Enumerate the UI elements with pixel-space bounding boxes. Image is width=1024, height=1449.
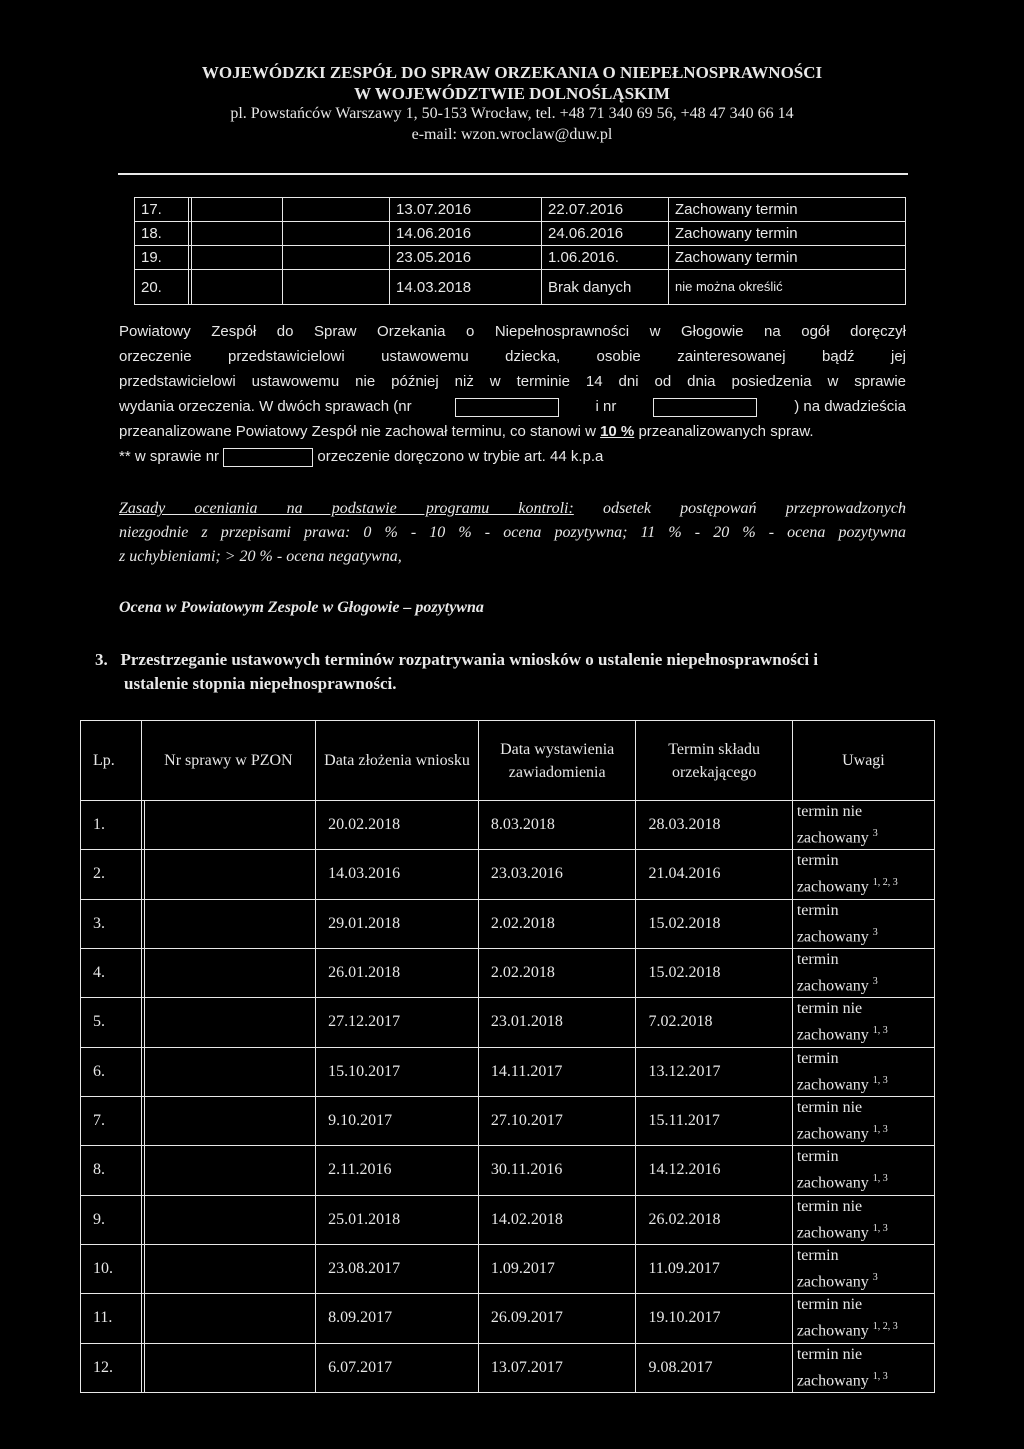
note-cell: Zachowany termin: [669, 222, 906, 246]
note-status: zachowany: [796, 1125, 869, 1143]
rules-line-3: z uchybieniami; > 20 % - ocena negatywna,: [119, 548, 402, 565]
org-name-line1: WOJEWÓDZKI ZESPÓŁ DO SPRAW ORZEKANIA O NIEPEŁNOSPRAWNOŚCI: [201, 63, 823, 82]
para-line-1: Powiatowy Zespół do Spraw Orzekania o Niepełnosprawności w Głogowie na ogół doręczył: [119, 323, 906, 340]
delivery-row: [135, 198, 906, 222]
rules-title: Zasady oceniania na podstawie programu kontroli:: [119, 500, 574, 517]
row-number: 20.: [135, 270, 189, 305]
notes-cell: [792, 899, 934, 948]
redacted-case-cell: [145, 998, 316, 1047]
para-line-4c: ) na dwadzieścia: [794, 398, 906, 415]
para-line-6b: orzeczenie doręczono w trybie art. 44 k.p.a: [317, 448, 604, 465]
notes-cell: [792, 1195, 934, 1244]
para-line-2: orzeczenie przedstawicielowi ustawowemu dziecka, osobie zainteresowanej bądź jej: [119, 348, 906, 365]
redacted-case-cell: [145, 1244, 316, 1293]
notice-date: 1.09.2017: [478, 1244, 636, 1293]
empty-cell: [283, 198, 390, 222]
note-status: zachowany: [796, 1223, 869, 1241]
date-doreczenia: 22.07.2016: [542, 198, 669, 222]
footnote-refs: 1, 3: [872, 1123, 888, 1135]
row-number: 18.: [135, 222, 189, 246]
org-name-line2: W WOJEWÓDZTWIE DOLNOŚLĄSKIM: [354, 84, 670, 103]
note-line-2: [797, 823, 934, 849]
notes-cell: [792, 1294, 934, 1343]
note-line-1: termin nie: [796, 803, 863, 820]
panel-date: 15.02.2018: [636, 899, 792, 948]
col-header-lp: Lp.: [81, 721, 142, 801]
redacted-case-number: [223, 448, 313, 467]
row-number: 5.: [81, 998, 142, 1047]
footnote-refs: 3: [872, 1271, 878, 1283]
redacted-case-cell: [145, 1047, 316, 1096]
rules-line-2: niezgodnie z przepisami prawa: 0 % - 10 % - ocena pozytywna; 11 % - 20 % - ocena pozytywna: [119, 524, 906, 541]
empty-cell: [283, 246, 390, 270]
note-line-2: [797, 1218, 934, 1244]
panel-date: 15.11.2017: [636, 1096, 792, 1145]
deadline-row: [81, 850, 935, 899]
para-line-4b: i nr: [595, 398, 617, 415]
org-address: pl. Powstańców Warszawy 1, 50-153 Wrocław, tel. +48 71 340 69 56, +48 47 340 66 14: [230, 105, 794, 122]
row-number: 12.: [81, 1343, 142, 1392]
row-number: 9.: [81, 1195, 142, 1244]
rules-line-1: [119, 497, 906, 520]
note-status: zachowany: [796, 878, 869, 896]
panel-date: 15.02.2018: [636, 948, 792, 997]
submit-date: 20.02.2018: [316, 801, 479, 850]
footnote-refs: 1, 3: [872, 1173, 888, 1185]
delivery-row: [135, 222, 906, 246]
notes-cell: [792, 1146, 934, 1195]
note-line-1: termin: [796, 901, 839, 919]
section-3-line2: ustalenie stopnia niepełnosprawności.: [124, 674, 397, 693]
footnote-refs: 1, 2, 3: [872, 1321, 898, 1333]
note-line-1: termin nie: [796, 1098, 863, 1116]
delivery-table: [134, 197, 906, 305]
footnote-refs: 1, 3: [872, 1074, 888, 1086]
date-doreczenia: 24.06.2016: [542, 222, 669, 246]
delivery-row: [135, 246, 906, 270]
submit-date: 29.01.2018: [316, 899, 479, 948]
notice-date: 13.07.2017: [478, 1343, 636, 1392]
note-status: zachowany: [796, 1371, 869, 1389]
row-number: 10.: [81, 1244, 142, 1293]
note-line-1: termin: [796, 852, 839, 870]
deadline-row: [81, 801, 935, 850]
panel-date: 21.04.2016: [636, 850, 792, 899]
para-line-4: [119, 396, 906, 418]
para-line-3: przedstawicielowi ustawowemu nie później niż w terminie 14 dni od dnia posiedzenia w sprawie: [119, 373, 906, 390]
footnote-refs: 3: [872, 926, 878, 938]
note-line-2: [797, 971, 934, 997]
note-status: zachowany: [796, 829, 869, 847]
date-posiedzenia: 23.05.2016: [390, 246, 542, 270]
note-cell: nie można określić: [669, 270, 906, 305]
row-number: 17.: [135, 198, 189, 222]
footnote-refs: 1, 3: [872, 1370, 888, 1382]
row-number: 11.: [81, 1294, 142, 1343]
row-number: 3.: [81, 899, 142, 948]
panel-date: 7.02.2018: [636, 998, 792, 1047]
note-status: zachowany: [796, 1273, 869, 1291]
panel-date: 13.12.2017: [636, 1047, 792, 1096]
panel-date: 11.09.2017: [636, 1244, 792, 1293]
note-status: zachowany: [796, 1322, 869, 1340]
submit-date: 23.08.2017: [316, 1244, 479, 1293]
deadline-row: [81, 1294, 935, 1343]
redacted-case-cell: [145, 899, 316, 948]
note-line-1: termin: [796, 1049, 839, 1067]
note-line-1: termin nie: [796, 1345, 863, 1363]
submit-date: 14.03.2016: [316, 850, 479, 899]
para-line-6: [119, 446, 906, 468]
footnote-refs: 1, 3: [872, 1222, 888, 1234]
note-line-1: termin: [796, 950, 839, 968]
col-header-panel-date: Termin składu orzekającego: [636, 721, 792, 801]
col-header-submit-date: Data złożenia wniosku: [316, 721, 479, 801]
col-header-notes: Uwagi: [792, 721, 934, 801]
notice-date: 27.10.2017: [478, 1096, 636, 1145]
notes-cell: [792, 1096, 934, 1145]
deadline-row: [81, 1343, 935, 1392]
para-line-5b: przeanalizowanych spraw.: [638, 423, 814, 440]
delivery-row: [135, 270, 906, 305]
note-status: zachowany: [796, 1026, 869, 1044]
notice-date: 23.03.2016: [478, 850, 636, 899]
col-header-notice-date: Data wystawienia zawiadomienia: [478, 721, 636, 801]
note-line-1: termin nie: [796, 1197, 863, 1215]
redacted-case-cell: [192, 198, 283, 222]
notes-cell: [792, 1244, 934, 1293]
notice-date: 8.03.2018: [478, 801, 636, 850]
redacted-case-cell: [145, 801, 316, 850]
row-number: 6.: [81, 1047, 142, 1096]
notice-date: 30.11.2016: [478, 1146, 636, 1195]
note-line-2: [797, 1316, 934, 1342]
date-posiedzenia: 13.07.2016: [390, 198, 542, 222]
row-number: 8.: [81, 1146, 142, 1195]
note-cell: Zachowany termin: [669, 246, 906, 270]
header-divider: [118, 173, 908, 175]
footnote-refs: 3: [872, 975, 878, 987]
percent-value: 10 %: [600, 423, 635, 440]
deadline-row: [81, 1244, 935, 1293]
redacted-case-number: [455, 398, 559, 417]
row-number: 19.: [135, 246, 189, 270]
note-line-1: termin: [796, 1148, 839, 1166]
note-line-1: termin nie: [796, 1296, 863, 1314]
footnote-refs: 1, 3: [872, 1025, 888, 1037]
org-email: e-mail: wzon.wroclaw@duw.pl: [411, 126, 613, 143]
notice-date: 2.02.2018: [478, 899, 636, 948]
note-line-2: [797, 1267, 934, 1293]
notice-date: 14.11.2017: [478, 1047, 636, 1096]
notes-cell: [792, 1343, 934, 1392]
note-status: zachowany: [796, 927, 869, 945]
panel-date: 26.02.2018: [636, 1195, 792, 1244]
empty-cell: [283, 222, 390, 246]
deadlines-table: [80, 720, 935, 1393]
submit-date: 26.01.2018: [316, 948, 479, 997]
submit-date: 6.07.2017: [316, 1343, 479, 1392]
note-line-2: [797, 1168, 934, 1194]
note-line-1: termin: [796, 1246, 839, 1264]
assessment: Ocena w Powiatowym Zespole w Głogowie – pozytywna: [119, 599, 484, 616]
deadline-row: [81, 1146, 935, 1195]
note-line-2: [797, 1366, 934, 1392]
note-line-2: [797, 1020, 934, 1046]
redacted-case-cell: [192, 246, 283, 270]
note-cell: Zachowany termin: [669, 198, 906, 222]
note-line-1: termin nie: [796, 1000, 863, 1018]
date-posiedzenia: 14.03.2018: [390, 270, 542, 305]
footnote-refs: 3: [872, 828, 878, 839]
deadline-row: [81, 948, 935, 997]
submit-date: 8.09.2017: [316, 1294, 479, 1343]
note-line-2: [797, 1119, 934, 1145]
deadline-row: [81, 1195, 935, 1244]
submit-date: 2.11.2016: [316, 1146, 479, 1195]
rules-text-1: odsetek postępowań przeprowadzonych: [573, 500, 906, 517]
redacted-case-cell: [145, 1343, 316, 1392]
row-number: 7.: [81, 1096, 142, 1145]
notice-date: 23.01.2018: [478, 998, 636, 1047]
redacted-case-number: [653, 398, 757, 417]
submit-date: 15.10.2017: [316, 1047, 479, 1096]
redacted-case-cell: [145, 948, 316, 997]
panel-date: 9.08.2017: [636, 1343, 792, 1392]
notice-date: 14.02.2018: [478, 1195, 636, 1244]
notes-cell: [792, 1047, 934, 1096]
row-number: 4.: [81, 948, 142, 997]
date-doreczenia: Brak danych: [542, 270, 669, 305]
submit-date: 27.12.2017: [316, 998, 479, 1047]
redacted-case-cell: [192, 270, 283, 305]
deadline-row: [81, 1047, 935, 1096]
note-line-2: [797, 1070, 934, 1096]
panel-date: 19.10.2017: [636, 1294, 792, 1343]
deadline-row: [81, 899, 935, 948]
date-posiedzenia: 14.06.2016: [390, 222, 542, 246]
notice-date: 26.09.2017: [478, 1294, 636, 1343]
notes-cell: [792, 850, 934, 899]
notes-cell: [792, 948, 934, 997]
para-line-4a: wydania orzeczenia. W dwóch sprawach (nr: [119, 398, 412, 415]
redacted-case-cell: [145, 1146, 316, 1195]
notice-date: 2.02.2018: [478, 948, 636, 997]
redacted-case-cell: [145, 1294, 316, 1343]
para-line-5a: przeanalizowane Powiatowy Zespół nie zachował terminu, co stanowi w: [119, 423, 596, 440]
note-line-2: [797, 922, 934, 948]
col-header-case: Nr sprawy w PZON: [141, 721, 315, 801]
para-line-6a: ** w sprawie nr: [119, 448, 220, 465]
section-title-line1: Przestrzeganie ustawowych terminów rozpatrywania wniosków o ustalenie niepełnosprawności i: [120, 650, 819, 669]
redacted-case-cell: [145, 850, 316, 899]
row-number: 2.: [81, 850, 142, 899]
empty-cell: [283, 270, 390, 305]
panel-date: 28.03.2018: [636, 801, 792, 850]
panel-date: 14.12.2016: [636, 1146, 792, 1195]
date-doreczenia: 1.06.2016.: [542, 246, 669, 270]
note-status: zachowany: [796, 977, 869, 995]
section-3-heading: [95, 648, 925, 672]
para-line-5: [119, 421, 906, 443]
notes-cell: [792, 801, 934, 850]
row-number: 1.: [81, 801, 142, 850]
note-status: zachowany: [796, 1174, 869, 1192]
notes-cell: [792, 998, 934, 1047]
redacted-case-cell: [192, 222, 283, 246]
submit-date: 25.01.2018: [316, 1195, 479, 1244]
deadline-row: [81, 1096, 935, 1145]
submit-date: 9.10.2017: [316, 1096, 479, 1145]
note-line-2: [797, 872, 934, 898]
footnote-refs: 1, 2, 3: [872, 877, 898, 889]
deadline-row: [81, 998, 935, 1047]
section-number: 3.: [95, 650, 108, 669]
redacted-case-cell: [145, 1195, 316, 1244]
redacted-case-cell: [145, 1096, 316, 1145]
note-status: zachowany: [796, 1075, 869, 1093]
